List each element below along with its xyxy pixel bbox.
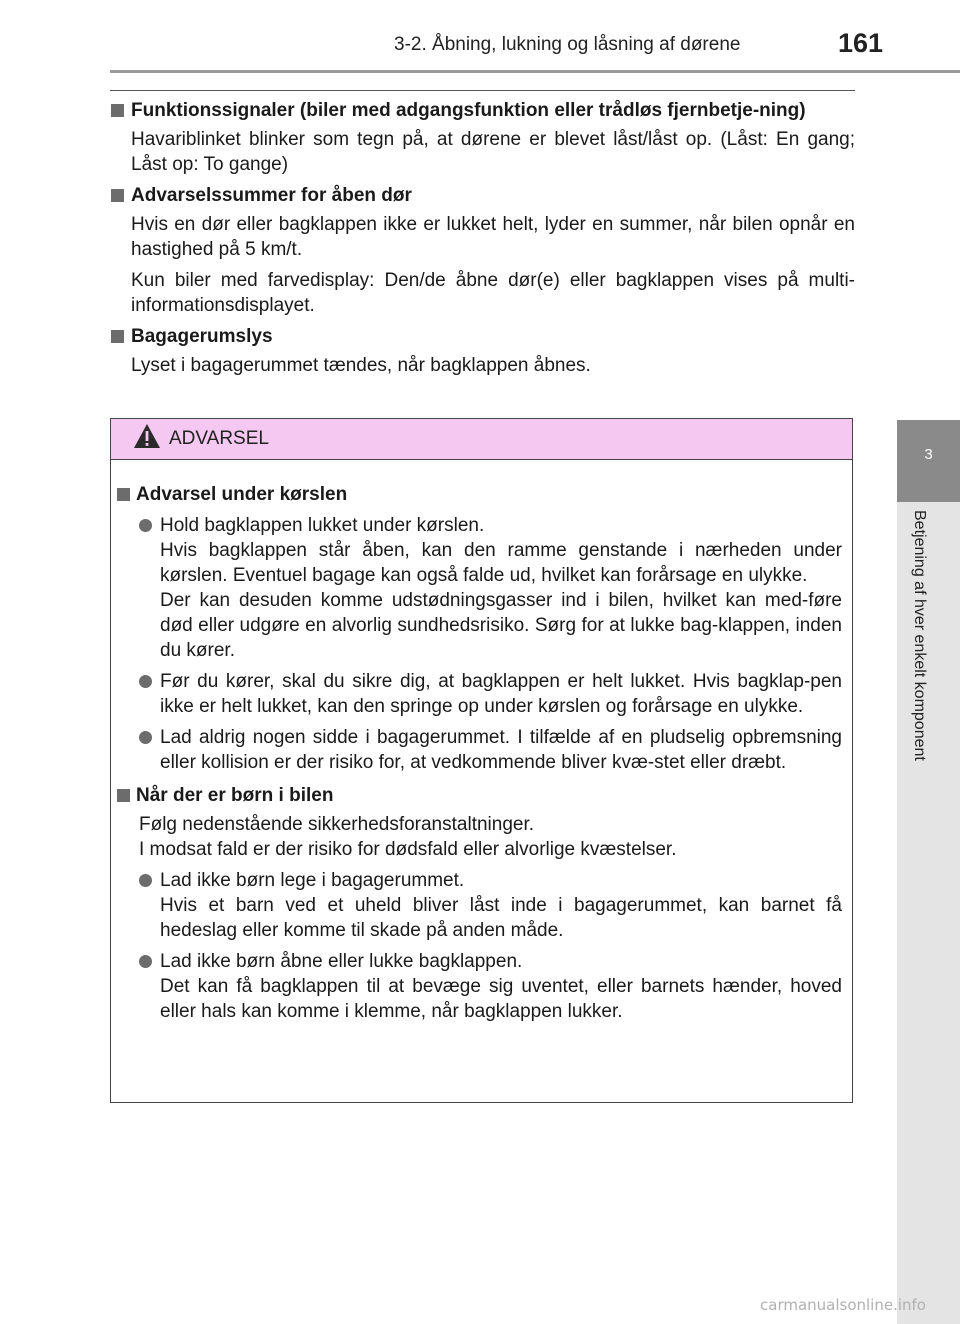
- warning-group-heading: Når der er børn i bilen: [117, 783, 842, 808]
- warning-item: [139, 669, 842, 719]
- header-rule-thin: [110, 90, 855, 91]
- section-paragraph: Hvis en dør eller bagklappen ikke er lukket helt, lyder en summer, når bilen opnår en hastighed på 5 km/t.: [131, 214, 855, 260]
- round-bullet-icon: [139, 955, 152, 968]
- warning-title: ADVARSEL: [169, 428, 269, 449]
- warning-item: [139, 949, 842, 1024]
- warning-line: Hold bagklappen lukket under kørslen.: [160, 515, 485, 536]
- warning-line: Hvis bagklappen står åben, kan den ramme genstande i nærheden under kørslen. Eventuel bagage kan også falde ud, hvilket kan forårsage en ulykke.: [160, 540, 842, 586]
- section-paragraph: Lyset i bagagerummet tændes, når bagklappen åbnes.: [131, 355, 591, 376]
- section-heading: Funktionssignaler (biler med adgangsfunktion eller trådløs fjernbetje-ning): [111, 98, 855, 123]
- section-heading: Advarselssummer for åben dør: [111, 183, 855, 208]
- warning-item: [139, 868, 842, 943]
- warning-line: Lad aldrig nogen sidde i bagagerummet. I tilfælde af en pludselig opbremsning eller kollision er der risiko for, at vedkommende bliver kvæ-stet eller dræbt.: [160, 727, 842, 773]
- warning-triangle-icon: [133, 423, 161, 449]
- warning-line: Før du kører, skal du sikre dig, at bagklappen er helt lukket. Hvis bagklap-pen ikke er helt lukket, kan den springe op under kørslen og forårsage en ulykke.: [160, 671, 842, 717]
- square-bullet-icon: [111, 104, 124, 117]
- warning-line: Lad ikke børn åbne eller lukke bagklappen.: [160, 951, 523, 972]
- square-bullet-icon: [117, 488, 130, 501]
- round-bullet-icon: [139, 675, 152, 688]
- warning-intro: [139, 812, 842, 862]
- watermark: carmanualsonline.info: [760, 1296, 926, 1314]
- warning-line: Lad ikke børn lege i bagagerummet.: [160, 870, 465, 891]
- warning-box: [110, 418, 853, 1103]
- chapter-strip: [897, 502, 960, 1324]
- section-paragraph: Kun biler med farvedisplay: Den/de åbne dør(e) eller bagklappen vises på multi-informationsdisplayet.: [131, 270, 855, 316]
- round-bullet-icon: [139, 874, 152, 887]
- page-header-title: 3-2. Åbning, lukning og låsning af dørene: [394, 34, 741, 55]
- round-bullet-icon: [139, 519, 152, 532]
- warning-line: I modsat fald er der risiko for dødsfald eller alvorlige kvæstelser.: [139, 839, 677, 860]
- warning-body: [111, 460, 852, 1024]
- section-door-buzzer: [111, 183, 855, 318]
- warning-line: Der kan desuden komme udstødningsgasser ind i bilen, hvilket kan med-føre død eller udgøre en alvorlig sundhedsrisiko. Sørg for at lukke bag-klappen, inden du kører.: [160, 590, 842, 661]
- page-number: 161: [838, 28, 884, 58]
- warning-line: Følg nedenstående sikkerhedsforanstaltninger.: [139, 814, 535, 835]
- warning-group-heading: Advarsel under kørslen: [117, 482, 842, 507]
- square-bullet-icon: [111, 330, 124, 343]
- warning-line: Det kan få bagklappen til at bevæge sig uventet, eller barnets hænder, hoved eller hals kan komme i klemme, når bagklappen lukker.: [160, 976, 842, 1022]
- section-signals: [111, 98, 855, 177]
- warning-header: [111, 419, 852, 460]
- warning-item: [139, 725, 842, 775]
- round-bullet-icon: [139, 731, 152, 744]
- square-bullet-icon: [111, 189, 124, 202]
- header-rule: [110, 70, 960, 73]
- chapter-tab: [897, 420, 960, 502]
- main-content: [111, 98, 855, 378]
- warning-line: Hvis et barn ved et uheld bliver låst inde i bagagerummet, kan barnet få hedeslag eller komme til skade på anden måde.: [160, 895, 842, 941]
- section-heading: Bagagerumslys: [111, 324, 855, 349]
- warning-item: [139, 513, 842, 663]
- square-bullet-icon: [117, 789, 130, 802]
- section-trunk-light: [111, 324, 855, 378]
- chapter-number: 3: [924, 446, 933, 463]
- section-paragraph: Havariblinket blinker som tegn på, at dørene er blevet låst/låst op. (Låst: En gang; Låst op: To gange): [131, 129, 855, 175]
